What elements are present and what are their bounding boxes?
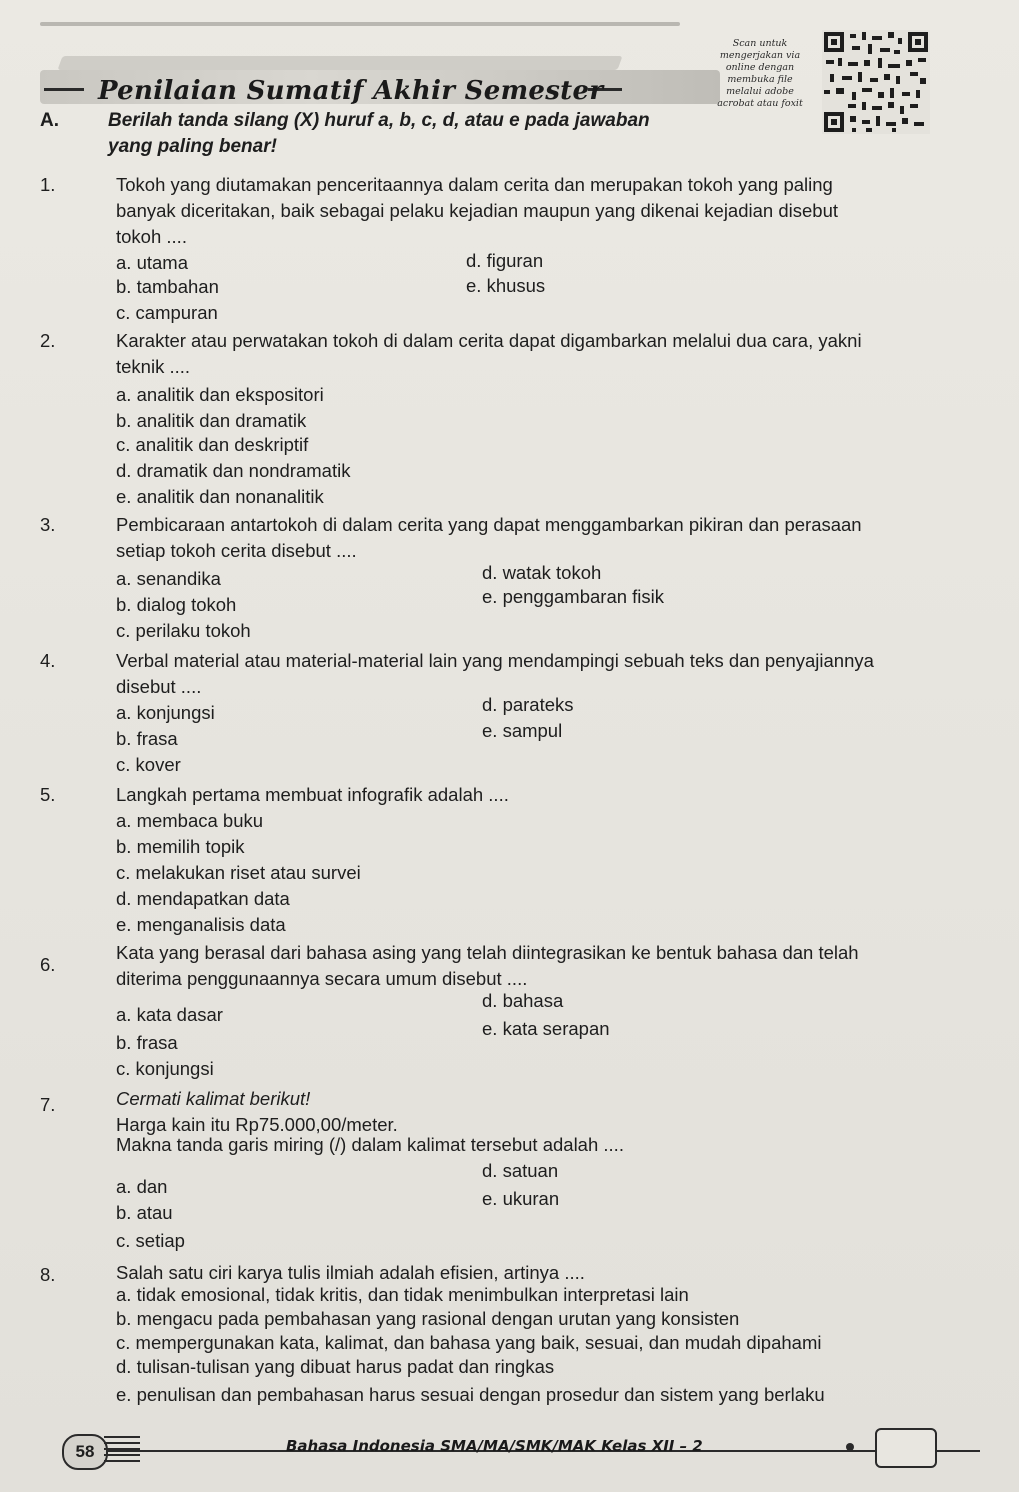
answer-option[interactable]: c. analitik dan deskriptif <box>116 434 309 455</box>
answer-option[interactable]: a. tidak emosional, tidak kritis, dan tidak menimbulkan interpretasi lain <box>116 1284 689 1305</box>
question-number: 3. <box>40 514 56 535</box>
question-text: Kata yang berasal dari bahasa asing yang telah diintegrasikan ke bentuk bahasa dan telah <box>116 942 859 963</box>
answer-option[interactable]: c. perilaku tokoh <box>116 620 251 641</box>
question-text: Langkah pertama membuat infografik adalah .... <box>116 784 509 805</box>
question-text: Salah satu ciri karya tulis ilmiah adalah efisien, artinya .... <box>116 1262 585 1283</box>
question-text: Cermati kalimat berikut! <box>116 1088 311 1109</box>
answer-option[interactable]: b. tambahan <box>116 276 219 297</box>
answer-option[interactable]: b. mengacu pada pembahasan yang rasional dengan urutan yang konsisten <box>116 1308 740 1329</box>
question-text: tokoh .... <box>116 226 187 247</box>
answer-option[interactable]: e. kata serapan <box>482 1018 610 1039</box>
answer-option[interactable]: d. bahasa <box>482 990 564 1011</box>
answer-option[interactable]: c. kover <box>116 754 181 775</box>
scan-instructions: Scan untuk mengerjakan via online dengan membuka file melalui adobe acrobat atau foxit <box>717 38 803 109</box>
question-number: 2. <box>40 330 56 351</box>
question-text: diterima penggunaannya secara umum disebut .... <box>116 968 528 989</box>
answer-option[interactable]: c. melakukan riset atau survei <box>116 862 361 883</box>
question-number: 4. <box>40 650 56 671</box>
answer-option[interactable]: e. penggambaran fisik <box>482 586 665 607</box>
answer-option[interactable]: b. frasa <box>116 1032 178 1053</box>
question-text: Pembicaraan antartokoh di dalam cerita yang dapat menggambarkan pikiran dan perasaan <box>116 514 862 535</box>
answer-option[interactable]: e. penulisan dan pembahasan harus sesuai dengan prosedur dan sistem yang berlaku <box>116 1384 825 1405</box>
question-number: 8. <box>40 1264 56 1285</box>
question-text: Tokoh yang diutamakan penceritaannya dalam cerita dan merupakan tokoh yang paling <box>116 174 833 195</box>
question-text: teknik .... <box>116 356 191 377</box>
question-text: disebut .... <box>116 676 202 697</box>
question-number: 5. <box>40 784 56 805</box>
question-text: setiap tokoh cerita disebut .... <box>116 540 357 561</box>
question-text: Makna tanda garis miring (/) dalam kalimat tersebut adalah .... <box>116 1134 624 1155</box>
question-number: 7. <box>40 1094 56 1115</box>
answer-option[interactable]: c. setiap <box>116 1230 185 1251</box>
answer-option[interactable]: a. konjungsi <box>116 702 215 723</box>
section-label: A. <box>40 110 59 131</box>
answer-option[interactable]: a. senandika <box>116 568 221 589</box>
answer-option[interactable]: d. tulisan-tulisan yang dibuat harus padat dan ringkas <box>116 1356 555 1377</box>
answer-option[interactable]: d. mendapatkan data <box>116 888 290 909</box>
answer-option[interactable]: d. parateks <box>482 694 574 715</box>
answer-option[interactable]: a. utama <box>116 252 188 273</box>
answer-option[interactable]: a. kata dasar <box>116 1004 223 1025</box>
question-number: 1. <box>40 174 56 195</box>
qr-code-icon[interactable] <box>822 30 930 134</box>
answer-option[interactable]: b. atau <box>116 1202 173 1223</box>
answer-option[interactable]: e. menganalisis data <box>116 914 286 935</box>
question-text: Harga kain itu Rp75.000,00/meter. <box>116 1114 398 1135</box>
answer-option[interactable]: b. analitik dan dramatik <box>116 410 307 431</box>
question-text: Karakter atau perwatakan tokoh di dalam cerita dapat digambarkan melalui dua cara, yakni <box>116 330 862 351</box>
answer-option[interactable]: e. ukuran <box>482 1188 560 1209</box>
answer-option[interactable]: d. satuan <box>482 1160 559 1181</box>
footer-dot-icon <box>846 1443 854 1451</box>
answer-option[interactable]: e. analitik dan nonanalitik <box>116 486 324 507</box>
answer-option[interactable]: d. figuran <box>466 250 544 271</box>
instruction-line-2: yang paling benar! <box>108 136 277 157</box>
instruction-line-1: Berilah tanda silang (X) huruf a, b, c, d, atau e pada jawaban <box>108 110 650 131</box>
footer-box <box>875 1428 937 1468</box>
answer-option[interactable]: d. dramatik dan nondramatik <box>116 460 351 481</box>
answer-option[interactable]: b. frasa <box>116 728 178 749</box>
answer-option[interactable]: a. dan <box>116 1176 168 1197</box>
answer-option[interactable]: e. khusus <box>466 275 546 296</box>
question-text: banyak diceritakan, baik sebagai pelaku kejadian maupun yang dikenai kejadian disebut <box>116 200 838 221</box>
answer-option[interactable]: a. membaca buku <box>116 810 264 831</box>
header-dash-left <box>44 88 84 91</box>
top-decor-line <box>40 22 680 26</box>
page-number: 58 <box>62 1434 108 1470</box>
question-number: 6. <box>40 954 56 975</box>
page-title: Penilaian Sumatif Akhir Semester <box>98 76 604 106</box>
answer-option[interactable]: c. konjungsi <box>116 1058 214 1079</box>
answer-option[interactable]: c. campuran <box>116 302 218 323</box>
answer-option[interactable]: a. analitik dan ekspositori <box>116 384 324 405</box>
footer-book-title: Bahasa Indonesia SMA/MA/SMK/MAK Kelas XII – 2 <box>286 1437 703 1455</box>
question-text: Verbal material atau material-material lain yang mendampingi sebuah teks dan penyajiannya <box>116 650 874 671</box>
footer-stripes <box>104 1436 140 1466</box>
answer-option[interactable]: c. mempergunakan kata, kalimat, dan bahasa yang baik, sesuai, dan mudah dipahami <box>116 1332 822 1353</box>
answer-option[interactable]: b. dialog tokoh <box>116 594 237 615</box>
answer-option[interactable]: e. sampul <box>482 720 563 741</box>
answer-option[interactable]: b. memilih topik <box>116 836 245 857</box>
answer-option[interactable]: d. watak tokoh <box>482 562 602 583</box>
